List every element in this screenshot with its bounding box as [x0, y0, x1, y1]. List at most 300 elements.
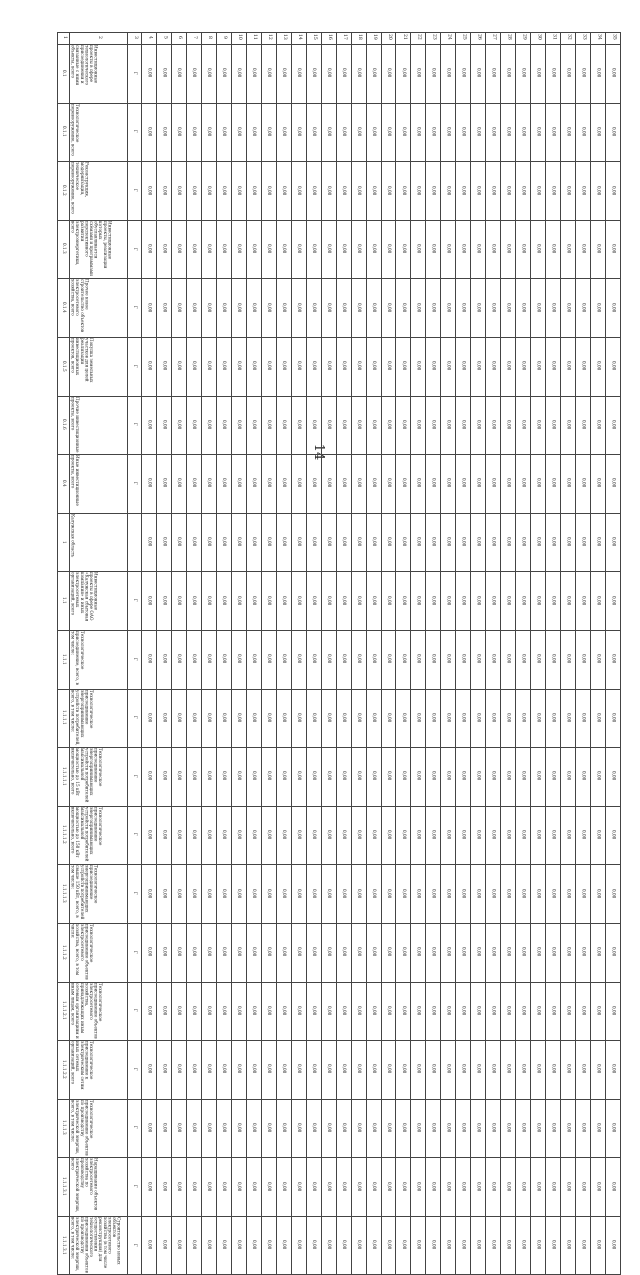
value-cell-text: 0,00 — [401, 1064, 407, 1074]
value-cell-text: 0,00 — [267, 478, 273, 488]
value-cell-text: 0,00 — [177, 1064, 183, 1074]
value-cell-text: 0,00 — [446, 654, 452, 664]
value-cell-text: 0,00 — [237, 1123, 243, 1133]
value-cell-text: 0,00 — [177, 888, 183, 898]
value-cell — [606, 689, 621, 748]
value-cell-text: 0,00 — [177, 1123, 183, 1133]
value-cell — [291, 162, 306, 221]
value-cell-text: 0,00 — [147, 1064, 153, 1074]
value-cell-text: 0,00 — [491, 478, 497, 488]
row-name-text: Инвестиционные проекты в сфере ОАО «Калужская сбытовая компания» и иных электросетевых организаций, всего — [70, 572, 99, 622]
value-cell-text: 0,00 — [476, 185, 482, 195]
value-cell-text: 0,00 — [252, 947, 258, 957]
value-cell-text: 0,00 — [371, 361, 377, 371]
value-cell — [396, 337, 411, 396]
value-cell-text: 0,00 — [386, 1064, 392, 1074]
value-cell-text: 0,00 — [611, 771, 617, 781]
value-cell — [591, 45, 606, 104]
value-cell-text: 0,00 — [521, 947, 527, 957]
value-cell-text: 0,00 — [461, 595, 467, 605]
row-unit — [128, 923, 142, 982]
value-cell-text: 0,00 — [147, 126, 153, 137]
value-cell-text: 0,00 — [521, 537, 527, 547]
value-cell-text: 0,00 — [461, 1181, 467, 1191]
value-cell-text: 0,00 — [192, 1064, 198, 1074]
value-cell-text: 0,00 — [356, 712, 362, 723]
value-cell — [321, 220, 336, 279]
value-cell-text: 0,00 — [446, 244, 452, 254]
value-cell — [351, 103, 366, 162]
value-cell — [561, 513, 576, 572]
value-cell — [321, 1041, 336, 1100]
value-cell — [561, 806, 576, 865]
value-cell-text: 0,00 — [207, 1123, 213, 1133]
value-cell-text: 0,00 — [551, 419, 557, 430]
value-cell-text: 0,00 — [506, 126, 512, 137]
value-cell — [411, 806, 426, 865]
value-cell — [201, 337, 216, 396]
value-cell-text: 0,00 — [162, 478, 168, 488]
value-cell-text: 0,00 — [311, 537, 317, 547]
value-cell-text: 0,00 — [401, 1240, 407, 1250]
value-cell-text: 0,00 — [566, 537, 572, 547]
value-cell-text: 0,00 — [386, 1181, 392, 1191]
value-cell — [531, 982, 546, 1041]
value-cell — [351, 923, 366, 982]
value-cell-text: 0,00 — [386, 126, 392, 137]
value-cell-text: 0,00 — [147, 361, 153, 371]
value-cell-text: 0,00 — [177, 126, 183, 137]
value-cell — [471, 103, 486, 162]
value-cell — [261, 748, 276, 807]
table-row — [58, 1158, 621, 1217]
value-cell-text: 0,00 — [506, 595, 512, 605]
header-cell — [561, 33, 576, 45]
value-cell-text: 0,00 — [252, 1005, 258, 1016]
value-cell-text: 0,00 — [401, 947, 407, 957]
value-cell — [201, 630, 216, 689]
value-cell — [426, 337, 441, 396]
value-cell-text: 0,00 — [581, 1123, 587, 1133]
value-cell-text: 0,00 — [341, 419, 347, 430]
value-cell-text: 0,00 — [476, 302, 482, 313]
value-cell — [471, 279, 486, 338]
value-cell — [276, 572, 291, 631]
value-cell-text: 0,00 — [326, 478, 332, 488]
value-cell-text: 0,00 — [521, 302, 527, 313]
value-cell-text: 0,00 — [177, 361, 183, 371]
value-cell-text: 0,00 — [566, 302, 572, 313]
value-cell-text: 0,00 — [461, 68, 467, 78]
value-cell — [456, 1216, 471, 1275]
value-cell — [306, 513, 321, 572]
value-cell — [576, 513, 591, 572]
value-cell — [471, 806, 486, 865]
row-name-text: Технологическое перевооружение, всего — [70, 103, 81, 156]
value-cell-text: 0,00 — [611, 1240, 617, 1250]
row-name — [70, 455, 128, 514]
value-cell — [486, 748, 501, 807]
value-cell — [186, 396, 201, 455]
value-cell — [411, 982, 426, 1041]
header-cell — [276, 33, 291, 45]
value-cell — [276, 279, 291, 338]
value-cell-text: 0,00 — [551, 478, 557, 488]
value-cell-text: 0,00 — [237, 419, 243, 430]
header-cell-text: 31 — [551, 34, 557, 41]
value-cell — [336, 1041, 351, 1100]
value-cell — [336, 806, 351, 865]
value-cell-text: 0,00 — [566, 712, 572, 723]
value-cell-text: 0,00 — [611, 1123, 617, 1133]
value-cell-text: 0,00 — [581, 1005, 587, 1016]
value-cell — [321, 689, 336, 748]
value-cell-text: 0,00 — [207, 185, 213, 195]
value-cell — [201, 455, 216, 514]
value-cell-text: 0,00 — [356, 185, 362, 195]
header-cell-text: 7 — [192, 35, 198, 39]
value-cell-text: 0,00 — [551, 1005, 557, 1016]
value-cell — [516, 865, 531, 924]
value-cell-text: 0,00 — [476, 361, 482, 371]
row-name-text: Технологическое присоединение энергопринимающих устройств потребителей свыше 150 кВт, всего, в том числе: — [70, 865, 99, 920]
value-cell-text: 0,00 — [521, 654, 527, 664]
value-cell — [171, 572, 186, 631]
value-cell — [426, 220, 441, 279]
value-cell-text: 0,00 — [282, 595, 287, 605]
value-cell-text: 0,00 — [341, 1005, 347, 1016]
value-cell — [156, 982, 171, 1041]
value-cell — [591, 513, 606, 572]
value-cell — [351, 513, 366, 572]
value-cell — [321, 923, 336, 982]
value-cell — [231, 923, 246, 982]
value-cell — [561, 1099, 576, 1158]
value-cell — [516, 513, 531, 572]
value-cell-text: 0,00 — [311, 771, 317, 781]
table-row — [58, 982, 621, 1041]
value-cell-text: 0,00 — [147, 830, 153, 840]
value-cell — [216, 982, 231, 1041]
value-cell-text: 0,00 — [521, 68, 527, 78]
value-cell — [516, 1158, 531, 1217]
value-cell — [456, 279, 471, 338]
value-cell — [576, 103, 591, 162]
value-cell-text: 0,00 — [431, 1005, 437, 1016]
value-cell-text: 0,00 — [296, 654, 302, 664]
value-cell — [531, 396, 546, 455]
value-cell-text: 0,00 — [296, 1005, 302, 1016]
value-cell — [456, 865, 471, 924]
value-cell — [441, 923, 456, 982]
value-cell-text: 0,00 — [192, 126, 198, 137]
value-cell-text: 0,00 — [311, 947, 317, 957]
value-cell — [546, 513, 561, 572]
value-cell-text: 0,00 — [551, 68, 557, 78]
value-cell-text: 0,00 — [506, 712, 512, 723]
value-cell-text: 0,00 — [371, 888, 377, 898]
header-cell-text: 21 — [401, 34, 407, 41]
value-cell — [201, 1099, 216, 1158]
row-unit — [128, 455, 142, 514]
value-cell — [216, 45, 231, 104]
value-cell — [171, 923, 186, 982]
value-cell — [142, 748, 157, 807]
value-cell-text: 0,00 — [536, 771, 542, 781]
value-cell-text: 0,00 — [341, 1064, 347, 1074]
value-cell — [396, 103, 411, 162]
value-cell-text: 0,00 — [282, 361, 287, 371]
value-cell-text: 0,00 — [611, 244, 617, 254]
value-cell-text: 0,00 — [581, 478, 587, 488]
value-cell — [561, 572, 576, 631]
value-cell — [381, 1099, 396, 1158]
value-cell — [561, 689, 576, 748]
value-cell-text: 0,00 — [416, 478, 422, 488]
row-name — [70, 162, 128, 221]
value-cell-text: 0,00 — [461, 1005, 467, 1016]
value-cell-text: 0,00 — [416, 654, 422, 664]
value-cell-text: 0,00 — [491, 68, 497, 78]
value-cell — [261, 865, 276, 924]
row-name — [70, 806, 128, 865]
value-cell-text: 0,00 — [581, 302, 587, 313]
value-cell-text: 0,00 — [431, 126, 437, 137]
value-cell — [201, 982, 216, 1041]
value-cell — [471, 630, 486, 689]
row-id-text: 1.1.1.1.2 — [61, 825, 67, 845]
value-cell-text: 0,00 — [177, 68, 183, 78]
value-cell-text: 0,00 — [596, 68, 602, 78]
value-cell-text: 0,00 — [611, 947, 617, 957]
value-cell — [366, 806, 381, 865]
value-cell — [396, 220, 411, 279]
value-cell-text: 0,00 — [207, 537, 213, 547]
value-cell — [186, 923, 201, 982]
value-cell — [276, 1158, 291, 1217]
value-cell-text: 0,00 — [491, 1123, 497, 1133]
value-cell — [201, 806, 216, 865]
value-cell — [471, 982, 486, 1041]
value-cell-text: 0,00 — [222, 68, 228, 78]
value-cell-text: 0,00 — [461, 712, 467, 723]
value-cell — [441, 220, 456, 279]
value-cell-text: 0,00 — [177, 1181, 183, 1191]
value-cell-text: 0,00 — [296, 302, 302, 313]
value-cell-text: 0,00 — [401, 361, 407, 371]
value-cell-text: 0,00 — [506, 244, 512, 254]
value-cell — [231, 455, 246, 514]
value-cell — [246, 513, 261, 572]
value-cell — [471, 1158, 486, 1217]
value-cell-text: 0,00 — [431, 478, 437, 488]
value-cell-text: 0,00 — [356, 1181, 362, 1191]
value-cell — [546, 572, 561, 631]
value-cell — [501, 337, 516, 396]
value-cell-text: 0,00 — [237, 1181, 243, 1191]
header-cell-text: 22 — [416, 34, 422, 41]
value-cell — [381, 45, 396, 104]
value-cell-text: 0,00 — [296, 478, 302, 488]
value-cell-text: 0,00 — [431, 302, 437, 313]
value-cell — [501, 806, 516, 865]
header-cell — [70, 33, 128, 45]
value-cell — [261, 396, 276, 455]
value-cell — [336, 689, 351, 748]
value-cell-text: 0,00 — [222, 947, 228, 957]
value-cell — [411, 45, 426, 104]
value-cell — [351, 279, 366, 338]
value-cell — [231, 162, 246, 221]
value-cell-text: 0,00 — [476, 126, 482, 137]
value-cell — [186, 1041, 201, 1100]
value-cell-text: 0,00 — [401, 68, 407, 78]
value-cell — [516, 220, 531, 279]
value-cell — [381, 806, 396, 865]
investment-table — [57, 32, 620, 1273]
value-cell — [171, 162, 186, 221]
value-cell-text: 0,00 — [296, 888, 302, 898]
value-cell-text: 0,00 — [521, 1064, 527, 1074]
value-cell-text: 0,00 — [162, 1064, 168, 1074]
value-cell-text: 0,00 — [581, 595, 587, 605]
value-cell — [156, 162, 171, 221]
value-cell — [156, 865, 171, 924]
value-cell-text: 0,00 — [416, 1123, 422, 1133]
value-cell — [486, 162, 501, 221]
value-cell — [516, 572, 531, 631]
value-cell — [156, 337, 171, 396]
value-cell-text: 0,00 — [341, 361, 347, 371]
row-unit — [128, 865, 142, 924]
value-cell — [186, 162, 201, 221]
value-cell-text: 0,00 — [237, 947, 243, 957]
value-cell — [201, 689, 216, 748]
value-cell — [396, 1158, 411, 1217]
value-cell-text: 0,00 — [237, 126, 243, 137]
value-cell — [366, 103, 381, 162]
value-cell-text: 0,00 — [581, 537, 587, 547]
value-cell — [366, 748, 381, 807]
value-cell-text: 0,00 — [237, 361, 243, 371]
value-cell-text: 0,00 — [386, 361, 392, 371]
value-cell-text: 0,00 — [371, 1123, 377, 1133]
value-cell — [531, 806, 546, 865]
value-cell — [216, 337, 231, 396]
value-cell-text: 0,00 — [282, 68, 287, 78]
header-cell-text: 15 — [311, 34, 317, 41]
value-cell — [366, 162, 381, 221]
value-cell-text: 0,00 — [431, 1181, 437, 1191]
row-name — [70, 1216, 128, 1275]
value-cell — [591, 865, 606, 924]
value-cell-text: 0,00 — [551, 537, 557, 547]
value-cell-text: 0,00 — [461, 361, 467, 371]
value-cell — [576, 220, 591, 279]
row-name — [70, 1158, 128, 1217]
value-cell — [142, 572, 157, 631]
value-cell-text: 0,00 — [222, 1181, 228, 1191]
value-cell — [411, 162, 426, 221]
value-cell — [231, 689, 246, 748]
value-cell — [591, 923, 606, 982]
value-cell — [411, 396, 426, 455]
value-cell-text: 0,00 — [282, 888, 287, 898]
value-cell-text: 0,00 — [506, 654, 512, 664]
value-cell — [606, 162, 621, 221]
value-cell-text: 0,00 — [521, 419, 527, 430]
value-cell-text: 0,00 — [177, 654, 183, 664]
value-cell — [276, 1099, 291, 1158]
row-unit-text: Г — [132, 130, 138, 134]
value-cell — [381, 572, 396, 631]
value-cell-text: 0,00 — [401, 1005, 407, 1016]
value-cell-text: 0,00 — [282, 537, 287, 547]
value-cell-text: 0,00 — [446, 302, 452, 313]
value-cell-text: 0,00 — [326, 1064, 332, 1074]
value-cell-text: 0,00 — [282, 1005, 287, 1016]
value-cell-text: 0,00 — [371, 302, 377, 313]
value-cell-text: 0,00 — [222, 185, 228, 195]
value-cell-text: 0,00 — [401, 771, 407, 781]
value-cell — [186, 279, 201, 338]
row-name-text: Технологическое присоединение объектов электросетевого хозяйства, всего, в том числе: — [70, 923, 94, 980]
header-cell-text: 24 — [446, 34, 452, 41]
value-cell — [516, 923, 531, 982]
value-cell-text: 0,00 — [386, 537, 392, 547]
value-cell — [486, 337, 501, 396]
value-cell — [336, 982, 351, 1041]
row-unit — [128, 1216, 142, 1275]
value-cell-text: 0,00 — [446, 537, 452, 547]
value-cell — [261, 220, 276, 279]
value-cell — [396, 630, 411, 689]
value-cell — [156, 279, 171, 338]
value-cell — [441, 865, 456, 924]
value-cell-text: 0,00 — [296, 712, 302, 723]
value-cell-text: 0,00 — [162, 185, 168, 195]
header-cell — [576, 33, 591, 45]
row-name-text: Инвестиционные проекты в сфере технологического присоединения и связанные с ними объекты, всего — [70, 45, 99, 86]
value-cell — [561, 455, 576, 514]
table-row — [58, 923, 621, 982]
header-cell-text: 9 — [222, 35, 228, 39]
value-cell-text: 0,00 — [207, 302, 213, 313]
value-cell — [156, 1216, 171, 1275]
value-cell — [531, 1158, 546, 1217]
value-cell-text: 0,00 — [267, 1064, 273, 1074]
value-cell-text: 0,00 — [506, 947, 512, 957]
value-cell-text: 0,00 — [147, 1005, 153, 1016]
value-cell — [321, 572, 336, 631]
table-row — [58, 1099, 621, 1158]
row-id-text: 0.1.2 — [61, 184, 67, 196]
value-cell-text: 0,00 — [222, 419, 228, 430]
value-cell — [201, 396, 216, 455]
value-cell-text: 0,00 — [506, 361, 512, 371]
row-name-text: Покупка земельных участков для целей реализации инвестиционных проектов, всего — [70, 337, 94, 383]
value-cell — [441, 1158, 456, 1217]
value-cell — [501, 1099, 516, 1158]
value-cell-text: 0,00 — [296, 595, 302, 605]
row-id-text: 0.1.6 — [61, 419, 67, 430]
value-cell-text: 0,00 — [296, 419, 302, 430]
value-cell-text: 0,00 — [237, 654, 243, 664]
value-cell-text: 0,00 — [207, 1064, 213, 1074]
value-cell-text: 0,00 — [596, 478, 602, 488]
value-cell-text: 0,00 — [611, 1064, 617, 1074]
value-cell-text: 0,00 — [611, 185, 617, 195]
